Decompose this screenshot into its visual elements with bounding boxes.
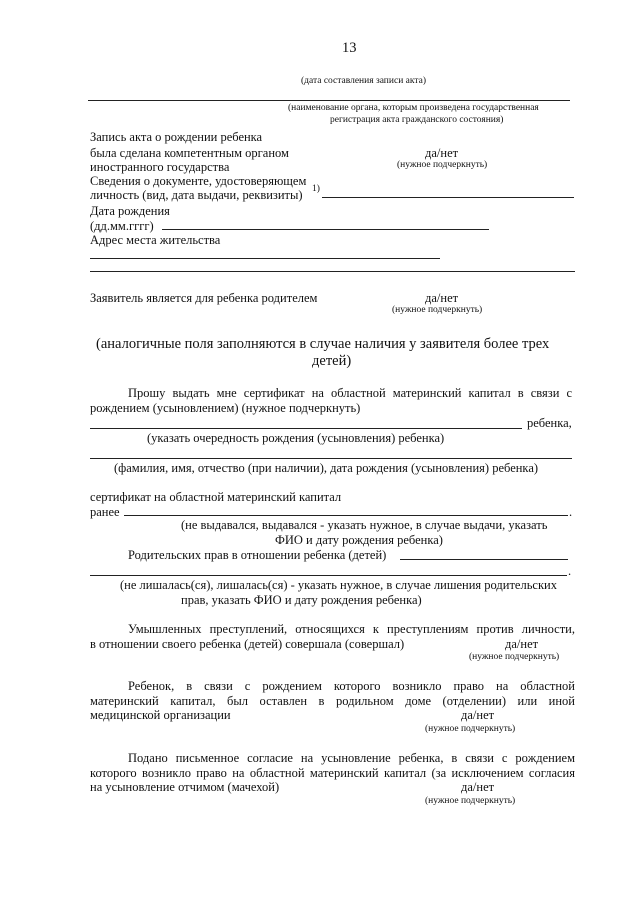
request-line-2: рождением (усыновлением) (нужное подчеркнуть) <box>90 401 361 415</box>
maternity-yes-no[interactable]: да/нет <box>461 708 495 722</box>
parental-rights-caption-1: (не лишалась(ся), лишалась(ся) - указать нужное, в случае лишения родительских <box>120 578 557 592</box>
document-info-line-2: личность (вид, дата выдачи, реквизиты) <box>90 188 303 202</box>
parental-rights-end-dot: . <box>568 564 572 578</box>
authority-line[interactable] <box>88 100 570 101</box>
birth-record-line-3: иностранного государства <box>90 160 230 174</box>
similar-fields-note-2: детей) <box>312 353 352 369</box>
parental-rights-caption-2: прав, указать ФИО и дату рождения ребенка) <box>181 593 422 607</box>
birth-date-format: (дд.мм.гггг) <box>90 219 154 233</box>
document-info-line[interactable] <box>322 197 574 198</box>
act-date-caption: (дата составления записи акта) <box>301 76 427 86</box>
adoption-line-1: Подано письменное согласие на усыновление ребенка, в связи с рождением <box>128 751 575 765</box>
parental-rights-line-1[interactable] <box>400 559 568 560</box>
parental-rights-line-2[interactable] <box>90 575 567 576</box>
adoption-line-2: которого возникло право на областной материнский капитал (за исключением согласия <box>90 766 575 780</box>
birth-record-yes-no[interactable]: да/нет <box>425 146 459 160</box>
document-info-footnote: 1) <box>312 184 320 194</box>
request-child-word: ребенка, <box>527 416 572 430</box>
address-label: Адрес места жительства <box>90 233 221 247</box>
address-line-1[interactable] <box>90 258 440 259</box>
address-line-2[interactable] <box>90 271 575 272</box>
birth-date-label: Дата рождения <box>90 204 170 218</box>
request-line-1: Прошу выдать мне сертификат на областной материнский капитал в связи с <box>128 386 572 400</box>
certificate-earlier-line[interactable] <box>124 515 568 516</box>
crimes-hint: (нужное подчеркнуть) <box>469 652 560 662</box>
crimes-line-1: Умышленных преступлений, относящихся к преступлениям против личности, <box>128 622 575 636</box>
request-name-line[interactable] <box>90 458 572 459</box>
maternity-line-2: материнский капитал, был оставлен в родильном доме (отделении) или иной <box>90 694 575 708</box>
birth-record-line-2: была сделана компетентным органом <box>90 146 289 160</box>
request-name-caption: (фамилия, имя, отчество (при наличии), дата рождения (усыновления) ребенка) <box>114 461 539 475</box>
birth-record-hint: (нужное подчеркнуть) <box>397 160 488 170</box>
request-child-line[interactable] <box>90 428 522 429</box>
page-number: 13 <box>342 40 357 56</box>
birth-record-line-1: Запись акта о рождении ребенка <box>90 130 263 144</box>
similar-fields-note-1: (аналогичные поля заполняются в случае наличия у заявителя более трех <box>96 336 550 352</box>
request-order-caption: (указать очередность рождения (усыновления) ребенка) <box>147 431 445 445</box>
parent-hint: (нужное подчеркнуть) <box>392 305 483 315</box>
adoption-yes-no[interactable]: да/нет <box>461 780 495 794</box>
authority-caption-2: регистрация акта гражданского состояния) <box>330 115 504 125</box>
certificate-line-1: сертификат на областной материнский капитал <box>90 490 342 504</box>
parental-rights-label: Родительских прав в отношении ребенка (детей) <box>128 548 387 562</box>
birth-date-line[interactable] <box>162 229 489 230</box>
maternity-line-1: Ребенок, в связи с рождением которого возникло право на областной <box>128 679 575 693</box>
maternity-hint: (нужное подчеркнуть) <box>425 724 516 734</box>
adoption-line-3: на усыновление отчимом (мачехой) <box>90 780 280 794</box>
certificate-end-dot: . <box>569 505 573 519</box>
certificate-earlier: ранее <box>90 505 120 519</box>
maternity-line-3: медицинской организации <box>90 708 231 722</box>
document-info-line-1: Сведения о документе, удостоверяющем <box>90 174 307 188</box>
authority-caption-1: (наименование органа, которым произведена государственная <box>288 103 539 113</box>
parent-yes-no[interactable]: да/нет <box>425 291 459 305</box>
adoption-hint: (нужное подчеркнуть) <box>425 796 516 806</box>
crimes-yes-no[interactable]: да/нет <box>505 637 539 651</box>
crimes-line-2: в отношении своего ребенка (детей) совершала (совершал) <box>90 637 405 651</box>
parent-label: Заявитель является для ребенка родителем <box>90 291 318 305</box>
certificate-caption-2: ФИО и дату рождения ребенка) <box>275 533 443 547</box>
certificate-caption-1: (не выдавался, выдавался - указать нужное, в случае выдачи, указать <box>181 518 548 532</box>
